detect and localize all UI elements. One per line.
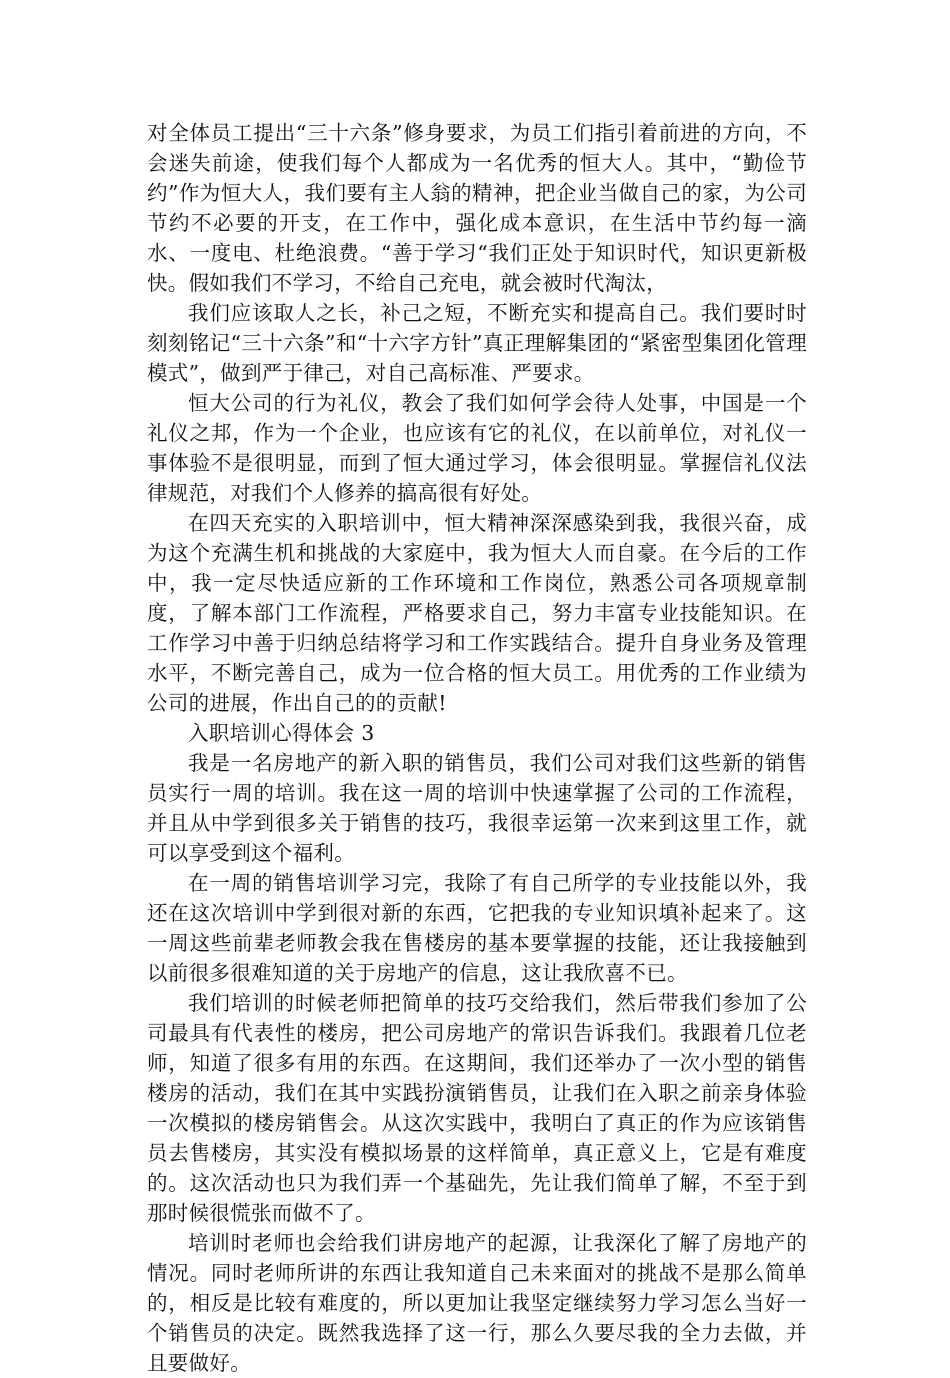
paragraph: 我是一名房地产的新入职的销售员，我们公司对我们这些新的销售员实行一周的培训。我在这一周的培训中快速掌握了公司的工作流程，并且从中学到很多关于销售的技巧，我很幸运第一次来到这里工作，就可以享受到这个福利。 xyxy=(147,751,807,865)
paragraph: 恒大公司的行为礼仪，教会了我们如何学会待人处事，中国是一个礼仪之邦，作为一个企业，也应该有它的礼仪，在以前单位，对礼仪一事体验不是很明显，而到了恒大通过学习，体会很明显。掌握信礼仪法律规范，对我们个人修养的搞高很有好处。 xyxy=(147,391,807,505)
paragraph: 我们应该取人之长，补己之短，不断充实和提高自己。我们要时时刻刻铭记“三十六条”和“十六字方针”真正理解集团的“紧密型集团化管理模式”，做到严于律己，对自己高标准、严要求。 xyxy=(147,301,807,385)
paragraph: 在一周的销售培训学习完，我除了有自己所学的专业技能以外，我还在这次培训中学到很对新的东西，它把我的专业知识填补起来了。这一周这些前辈老师教会我在售楼房的基本要掌握的技能，还让我接触到以前很多很难知道的关于房地产的信息，这让我欣喜不已。 xyxy=(147,871,807,985)
document-page xyxy=(147,118,807,1378)
paragraph: 培训时老师也会给我们讲房地产的起源，让我深化了解了房地产的情况。同时老师所讲的东西让我知道自己未来面对的挑战不是那么简单的，相反是比较有难度的，所以更加让我坚定继续努力学习怎么当好一个销售员的决定。既然我选择了这一行，那么久要尽我的全力去做，并且要做好。 xyxy=(147,1231,807,1375)
paragraph: 我们培训的时候老师把简单的技巧交给我们，然后带我们参加了公司最具有代表性的楼房，把公司房地产的常识告诉我们。我跟着几位老师，知道了很多有用的东西。在这期间，我们还举办了一次小型的销售楼房的活动，我们在其中实践扮演销售员，让我们在入职之前亲身体验一次模拟的楼房销售会。从这次实践中，我明白了真正的作为应该销售员去售楼房，其实没有模拟场景的这样简单，真正意义上，它是有难度的。这次活动也只为我们弄一个基础先，先让我们简单了解，不至于到那时候很慌张而做不了。 xyxy=(147,991,807,1225)
paragraph: 对全体员工提出“三十六条”修身要求，为员工们指引着前进的方向，不会迷失前途，使我们每个人都成为一名优秀的恒大人。其中，“勤俭节约”作为恒大人，我们要有主人翁的精神，把企业当做自己的家，为公司节约不必要的开支，在工作中，强化成本意识，在生活中节约每一滴水、一度电、杜绝浪费。“善于学习“我们正处于知识时代，知识更新极快。假如我们不学习，不给自己充电，就会被时代淘汰， xyxy=(147,121,807,295)
section-heading: 入职培训心得体会 3 xyxy=(188,721,375,745)
paragraph: 在四天充实的入职培训中，恒大精神深深感染到我，我很兴奋，成为这个充满生机和挑战的大家庭中，我为恒大人而自豪。在今后的工作中，我一定尽快适应新的工作环境和工作岗位，熟悉公司各项规章制度，了解本部门工作流程，严格要求自己，努力丰富专业技能知识。在工作学习中善于归纳总结将学习和工作实践结合。提升自身业务及管理水平，不断完善自己，成为一位合格的恒大员工。用优秀的工作业绩为公司的进展，作出自己的的贡献! xyxy=(147,511,807,715)
